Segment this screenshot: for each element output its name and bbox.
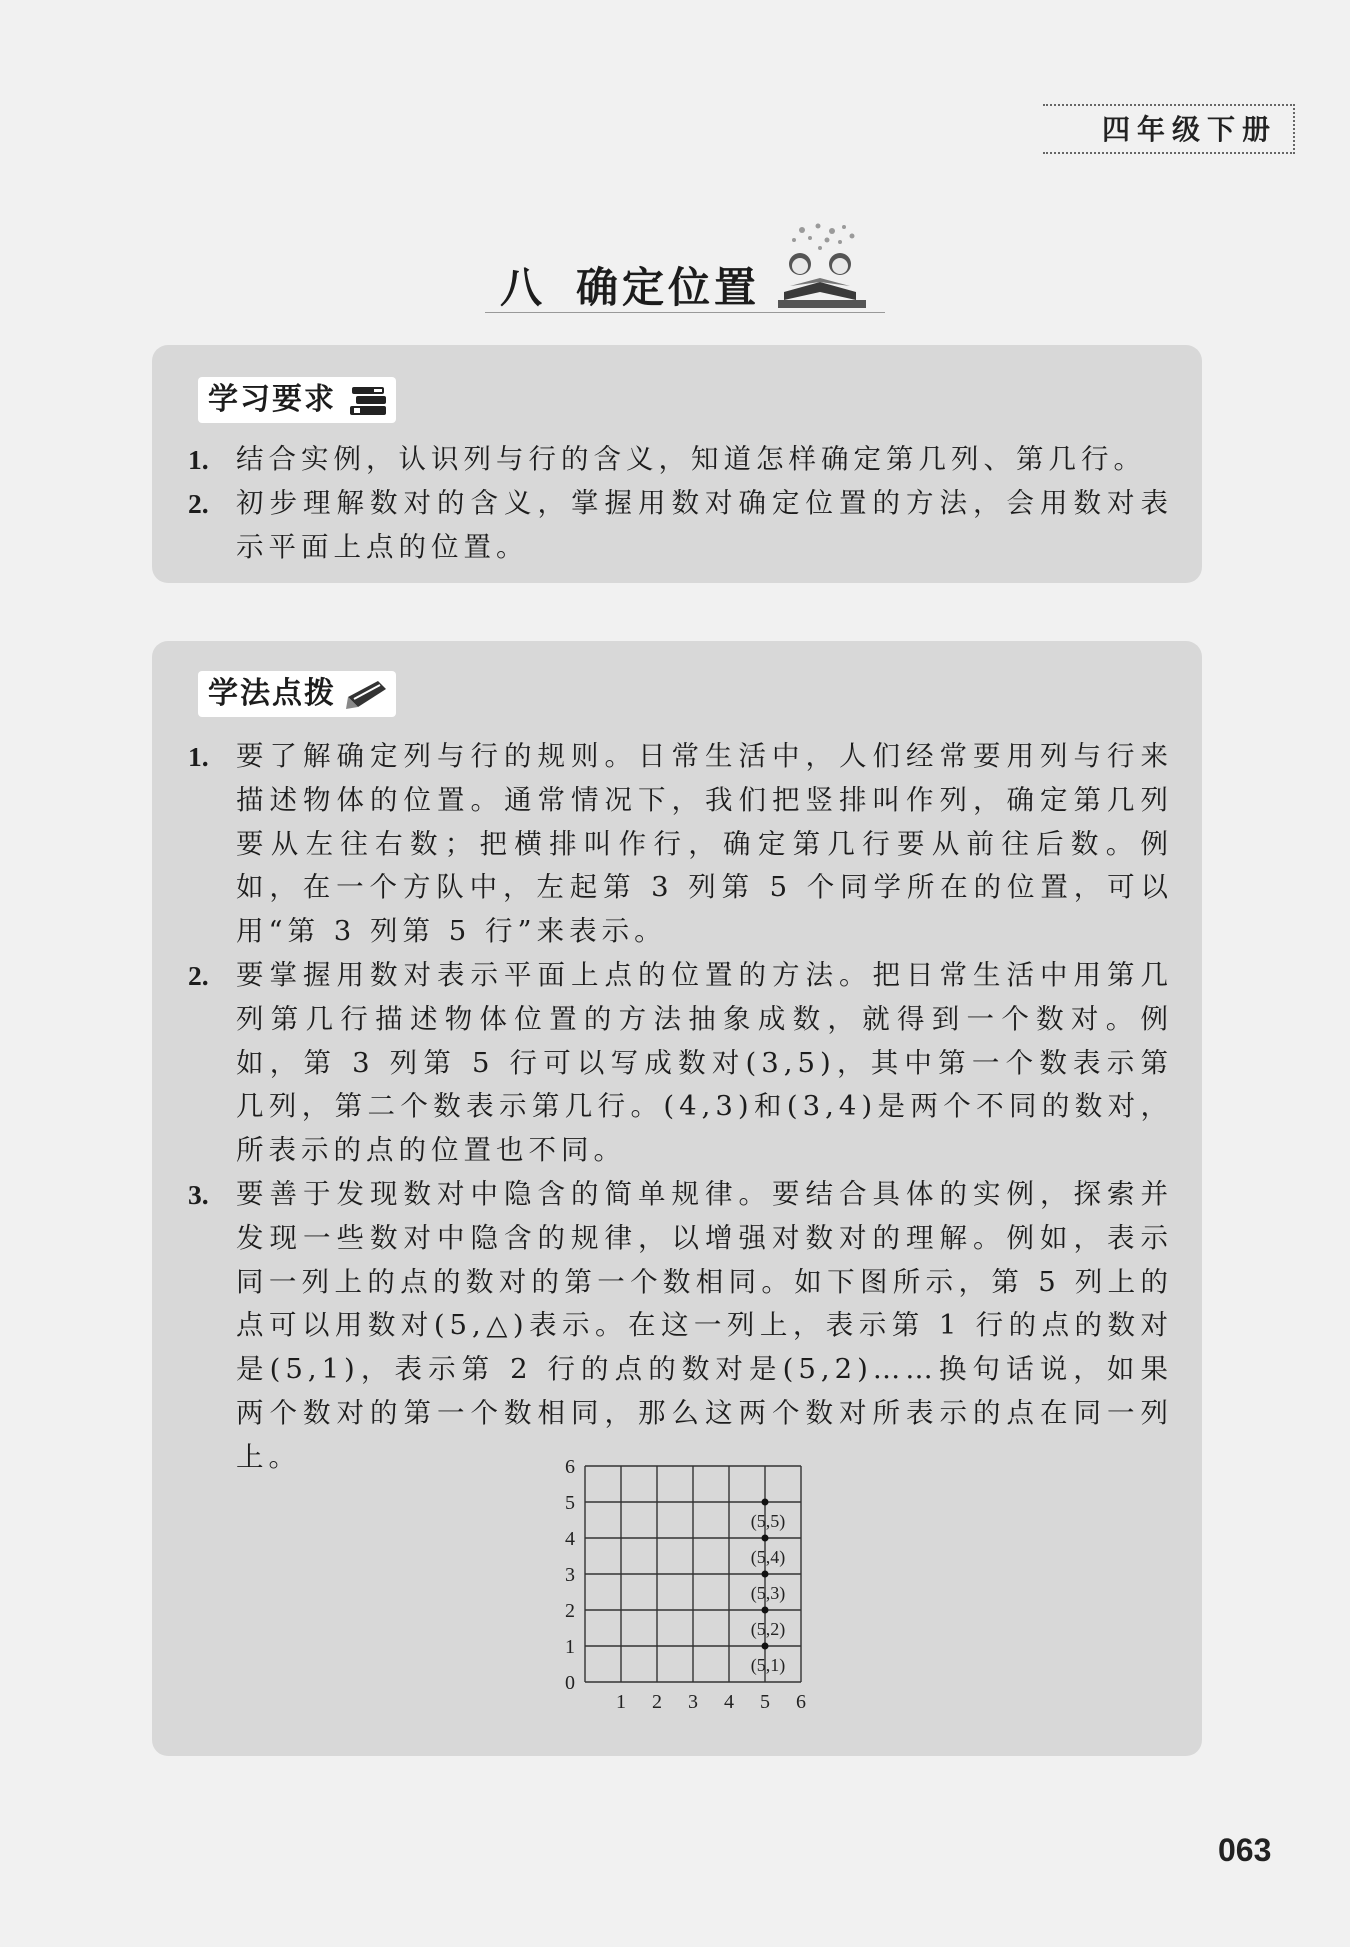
books-icon [348, 383, 390, 419]
y-tick-label: 0 [565, 1672, 575, 1694]
point-label: (5,1) [750, 1655, 786, 1675]
y-tick-label: 6 [565, 1456, 575, 1478]
x-tick-label: 6 [796, 1691, 806, 1713]
grid-point [762, 1643, 769, 1650]
learning-requirements-heading: 学习要求 [208, 382, 336, 417]
grid-point [762, 1607, 769, 1614]
grid-point [762, 1535, 769, 1542]
grade-tag [1043, 104, 1295, 154]
y-tick-label: 5 [565, 1492, 575, 1514]
grade-label: 四年级下册 [1092, 108, 1277, 148]
requirement-item [188, 482, 1173, 570]
point-label: (5,5) [750, 1511, 786, 1531]
study-tips-heading: 学法点拨 [208, 676, 336, 711]
item-text: 要了解确定列与行的规则。日常生活中，人们经常要用列与行来描述物体的位置。通常情况下，我们把竖排叫作列，确定第几列要从左往右数；把横排叫作行，确定第几行要从前往后数。例如，在一个方队中，左起第 3 列第 5 个同学所在的位置，可以用“第 3 列第 5 行”来表示。 [236, 740, 1173, 948]
item-text: 要掌握用数对表示平面上点的位置的方法。把日常生活中用第几列第几行描述物体位置的方法抽象成数，就得到一个数对。例如，第 3 列第 5 行可以写成数对(3,5)，其中第一个数表示第几列，第二个数表示第几行。(4,3)和(3,4)是两个不同的数对，所表示的点的位置也不同。 [236, 959, 1173, 1167]
item-text: 初步理解数对的含义，掌握用数对确定位置的方法，会用数对表示平面上点的位置。 [236, 487, 1173, 563]
tip-item [188, 735, 1173, 954]
title-underline [485, 312, 885, 313]
grid-point [762, 1499, 769, 1506]
tip-item [188, 954, 1173, 1173]
learning-requirements-box [152, 345, 1202, 583]
item-text: 结合实例，认识列与行的含义，知道怎样确定第几列、第几行。 [236, 443, 1146, 475]
point-label: (5,3) [750, 1583, 786, 1603]
page-number: 063 [1218, 1832, 1272, 1868]
grid-point [762, 1571, 769, 1578]
chapter-title [500, 255, 760, 315]
kids-reading-illustration [772, 222, 872, 310]
x-tick-label: 3 [688, 1691, 698, 1713]
x-tick-label: 2 [652, 1691, 662, 1713]
point-label: (5,2) [750, 1619, 786, 1639]
y-tick-label: 3 [565, 1564, 575, 1586]
x-tick-label: 4 [724, 1691, 734, 1713]
y-tick-label: 1 [565, 1636, 575, 1658]
item-number: 2. [188, 960, 209, 991]
requirement-item [188, 438, 1173, 482]
chapter-number: 八 [500, 263, 547, 312]
study-tips-badge [198, 671, 396, 717]
y-tick-label: 4 [565, 1528, 575, 1550]
x-tick-label: 5 [760, 1691, 770, 1713]
item-text: 要善于发现数对中隐含的简单规律。要结合具体的实例，探索并发现一些数对中隐含的规律，以增强对数对的理解。例如，表示同一列上的点的数对的第一个数相同。如下图所示，第 5 列上的点可以用数对(5,△)表示。在这一列上，表示第 1 行的点的数对是(5,1)，表示第 2 行的点的数对是(5,2)……换句话说，如果两个数对的第一个数相同，那么这两个数对所表示的点在同一列上。 [236, 1178, 1173, 1473]
item-number: 1. [188, 444, 209, 475]
point-label: (5,4) [750, 1547, 786, 1567]
y-tick-label: 2 [565, 1600, 575, 1622]
item-number: 3. [188, 1179, 209, 1210]
coordinate-grid-figure [545, 1446, 820, 1716]
tip-item [188, 1173, 1173, 1480]
chapter-title-text: 确定位置 [576, 263, 761, 312]
learning-requirements-badge [198, 377, 396, 423]
item-number: 1. [188, 741, 209, 772]
x-tick-label: 1 [616, 1691, 626, 1713]
pencil-icon [344, 677, 390, 713]
item-number: 2. [188, 488, 209, 519]
